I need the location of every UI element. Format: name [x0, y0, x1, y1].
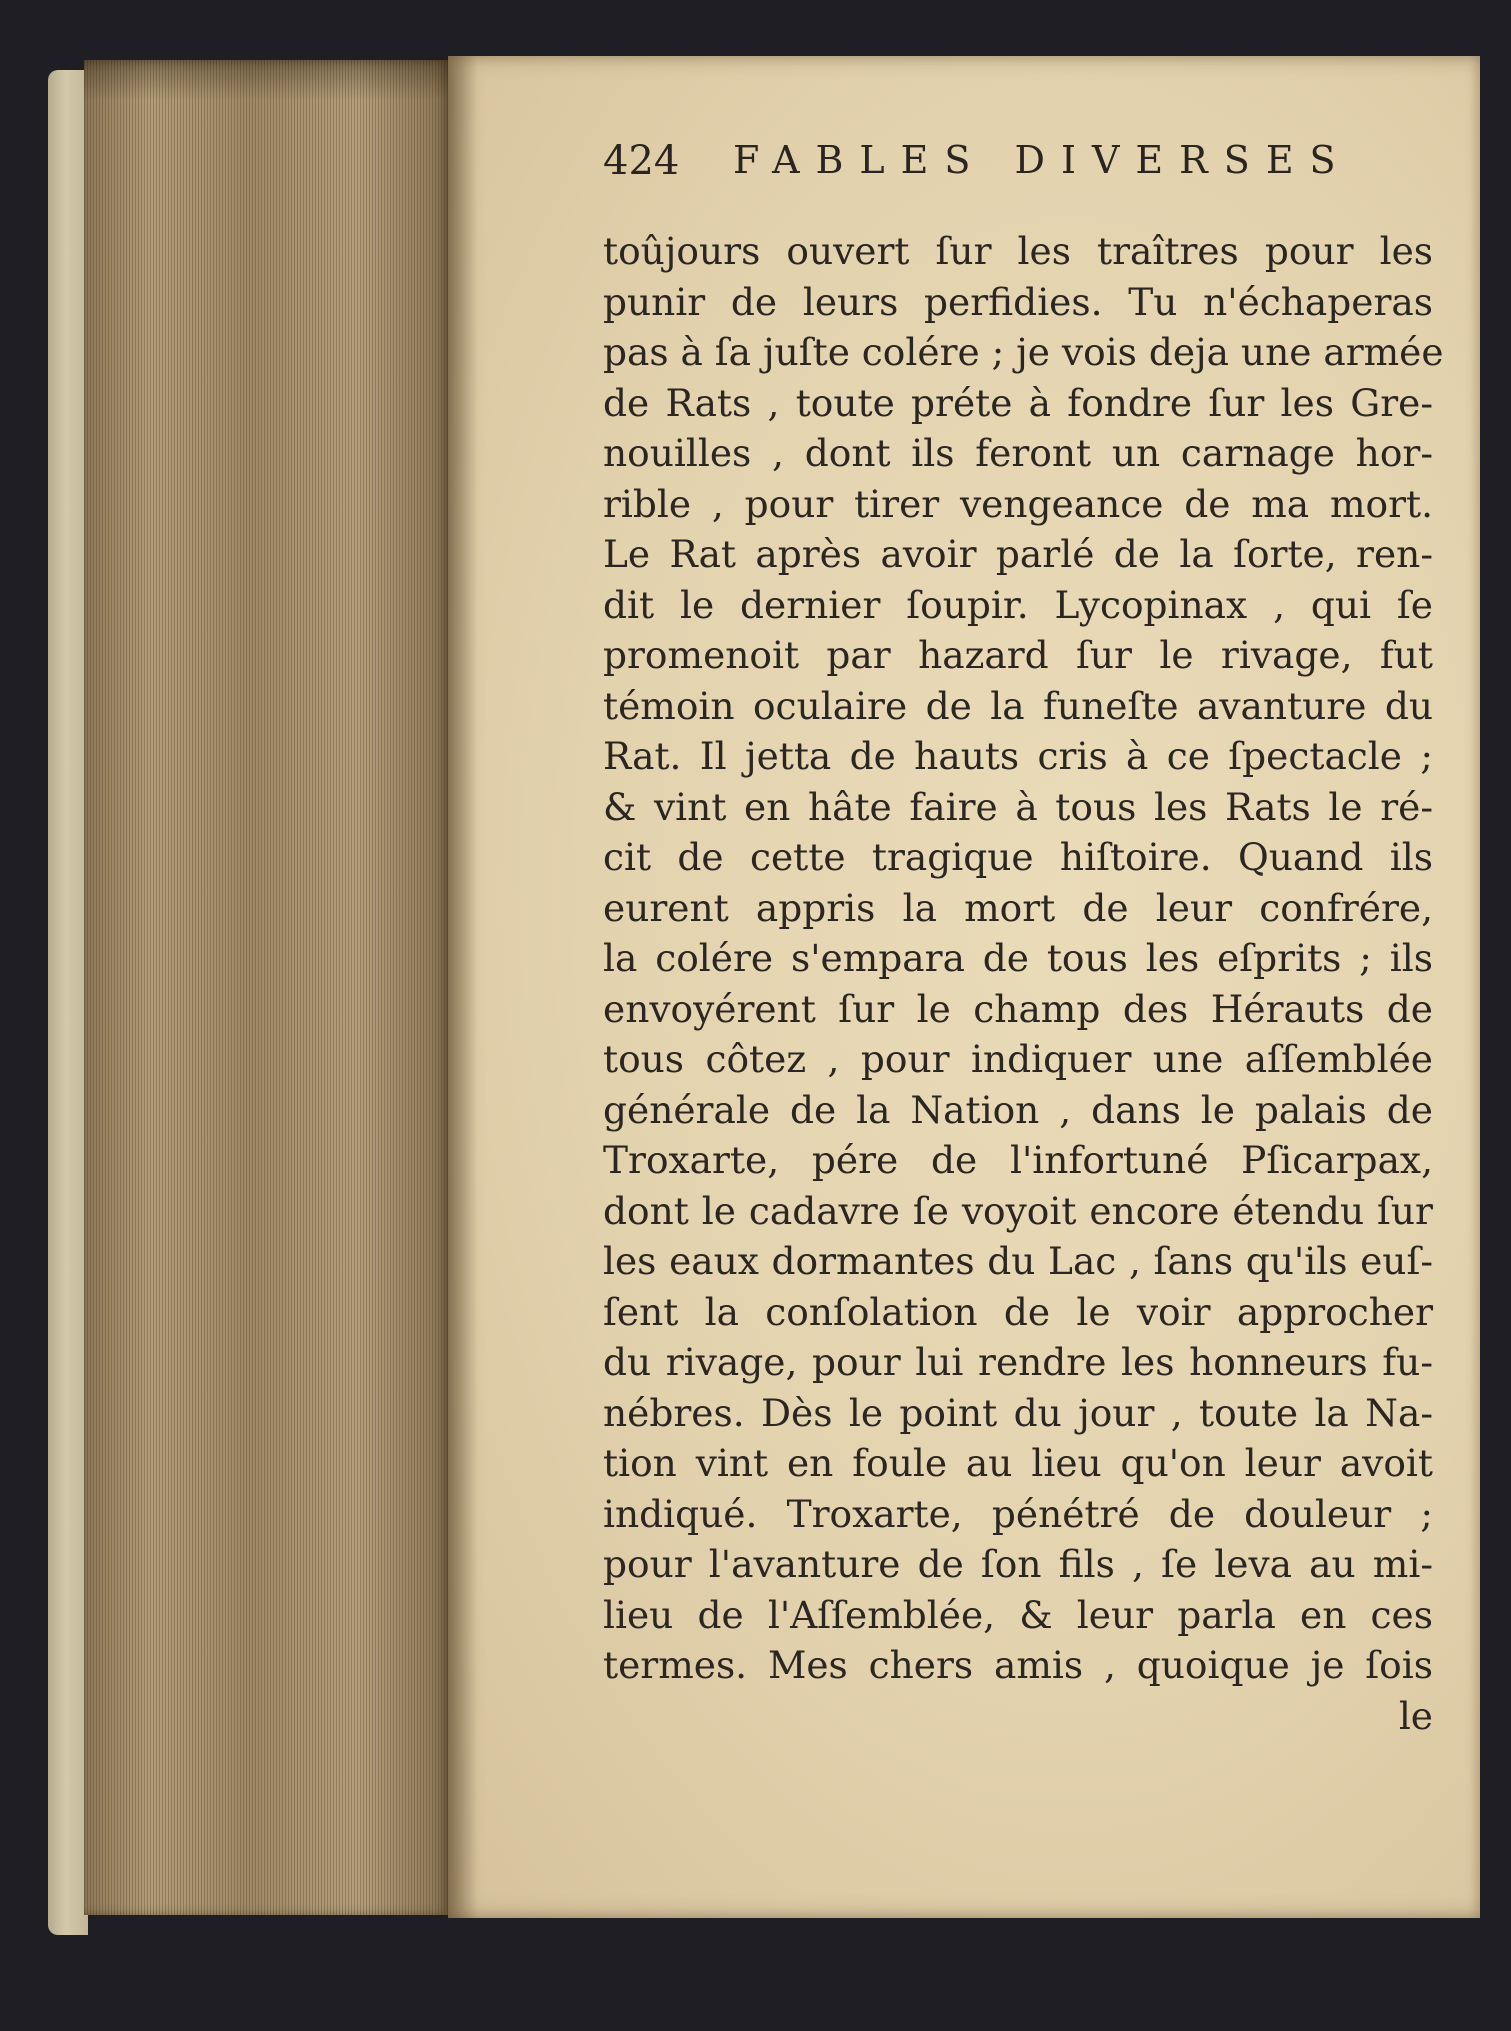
- text-line: toûjours ouvert ſur les traîtres pour les: [603, 229, 1433, 273]
- text-line: lieu de l'Aſſemblée, & leur parla en ces: [603, 1592, 1433, 1637]
- text-line: Le Rat après avoir parlé de la ſorte, ren-: [603, 532, 1433, 576]
- text-line: eurent appris la mort de leur confrére,: [603, 885, 1433, 930]
- text-line: tion vint en foule au lieu qu'on leur avoit: [603, 1441, 1433, 1485]
- gutter-shadow: [448, 56, 478, 1918]
- text-line: indiqué. Troxarte, pénétré de douleur ;: [603, 1491, 1433, 1536]
- text-line: ſent la conſolation de le voir approcher: [603, 1289, 1433, 1334]
- text-line: promenoit par hazard ſur le rivage, fut: [603, 633, 1433, 677]
- text-line: nouilles , dont ils feront un carnage hor-: [603, 431, 1433, 475]
- running-head: [603, 134, 1503, 194]
- page-number: 424: [603, 138, 680, 184]
- text-line: termes. Mes chers amis , quoique je ſois: [603, 1643, 1433, 1687]
- printed-page: [448, 56, 1480, 1918]
- text-line: Troxarte, pére de l'infortuné Pſicarpax,: [603, 1138, 1433, 1182]
- text-line: dit le dernier ſoupir. Lycopinax , qui ſe: [603, 582, 1433, 627]
- text-line: dont le cadavre ſe voyoit encore étendu ſur: [603, 1188, 1433, 1233]
- running-title: FABLES DIVERSES: [733, 138, 1352, 182]
- text-line: Rat. Il jetta de hauts cris à ce ſpectacle ;: [603, 734, 1433, 778]
- text-line: du rivage, pour lui rendre les honneurs fu-: [603, 1340, 1433, 1384]
- text-line: & vint en hâte faire à tous les Rats le ré-: [603, 784, 1433, 829]
- text-line: tous côtez , pour indiquer une aſſemblée: [603, 1037, 1433, 1081]
- text-line: rible , pour tirer vengeance de ma mort.: [603, 481, 1433, 526]
- text-line: nébres. Dès le point du jour , toute la Na-: [603, 1390, 1433, 1435]
- text-line: envoyérent ſur le champ des Hérauts de: [603, 986, 1433, 1031]
- catchword: le: [1398, 1693, 1433, 1738]
- book-cover-edge: [48, 70, 88, 1935]
- text-line: cit de cette tragique hiſtoire. Quand ils: [603, 835, 1433, 879]
- text-line: pour l'avanture de ſon fils , ſe leva au mi-: [603, 1542, 1433, 1586]
- body-text: [603, 226, 1444, 1741]
- text-line: témoin oculaire de la funeſte avanture du: [603, 683, 1433, 728]
- text-line: de Rats , toute préte à fondre ſur les Gre-: [603, 380, 1433, 425]
- text-line: la colére s'empara de tous les eſprits ; ils: [603, 936, 1433, 980]
- text-line: les eaux dormantes du Lac , ſans qu'ils euſ-: [603, 1239, 1433, 1283]
- text-line: générale de la Nation , dans le palais de: [603, 1087, 1433, 1132]
- text-line: punir de leurs perfidies. Tu n'échaperas: [603, 279, 1433, 324]
- text-line: pas à ſa juſte colére ; je vois deja une armée: [603, 330, 1444, 374]
- page-edges-block: [84, 60, 450, 1915]
